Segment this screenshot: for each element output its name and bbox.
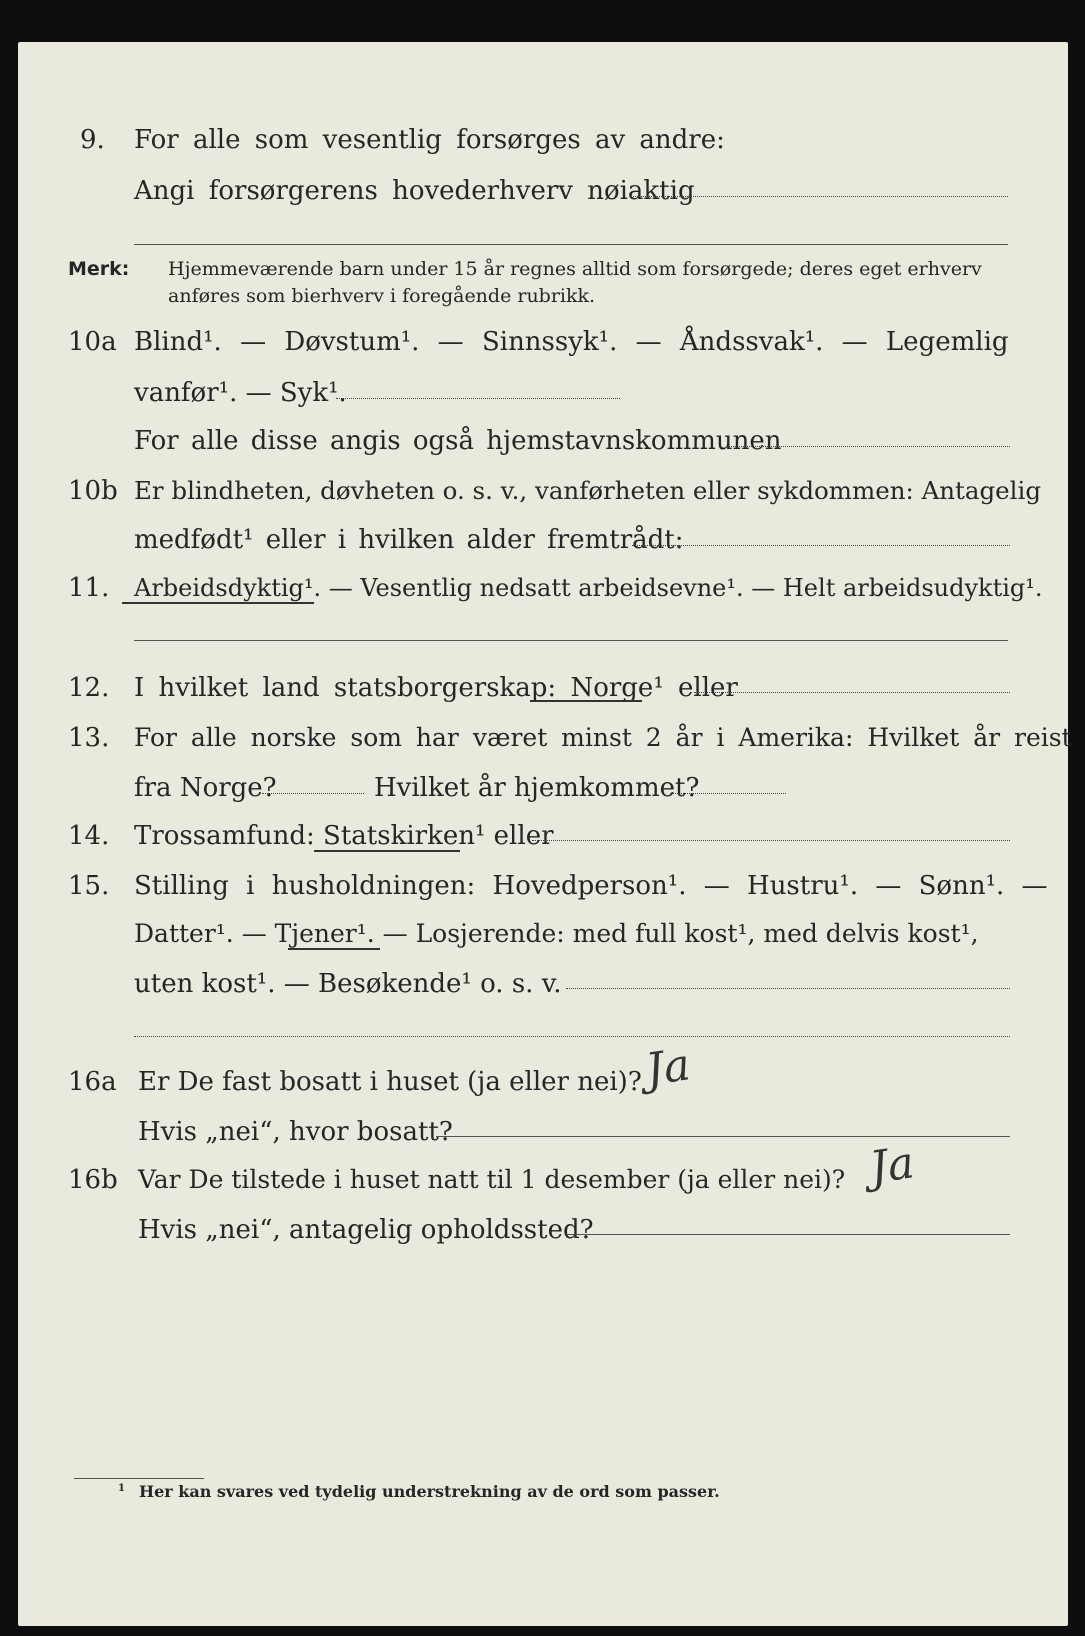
q10a-answer-line[interactable] — [336, 398, 620, 399]
q13-return-year-line[interactable] — [670, 793, 786, 794]
q16b-answer-line[interactable] — [566, 1234, 1010, 1235]
q16a-answer-line[interactable] — [436, 1136, 1010, 1137]
q15-answer-line-2[interactable] — [134, 1036, 1010, 1037]
q10a-number: 10a — [68, 327, 117, 357]
q9-line1: For alle som vesentlig forsørges av andre: — [134, 125, 725, 155]
q16b-line2: Hvis „nei“, antagelig opholdssted? — [138, 1215, 594, 1245]
q11-answer-line[interactable] — [134, 640, 1008, 641]
q14-line1: Trossamfund: Statskirken¹ eller — [134, 821, 554, 851]
merk-line1: Hjemmeværende barn under 15 år regnes alltid som forsørgede; deres eget erhverv — [168, 258, 982, 280]
q13-number: 13. — [68, 723, 110, 753]
footnote-mark: 1 — [118, 1482, 125, 1494]
q14-number: 14. — [68, 821, 110, 851]
q10b-line1: Er blindheten, døvheten o. s. v., vanførheten eller sykdommen: Antagelig — [134, 476, 1042, 505]
q12-line1: I hvilket land statsborgerskap: Norge¹ eller — [134, 673, 738, 703]
q16a-number: 16a — [68, 1067, 117, 1097]
q16a-handwritten-answer: Ja — [642, 1039, 694, 1096]
q13-left-year-line[interactable] — [262, 793, 364, 794]
q11-number: 11. — [68, 573, 110, 603]
q13-line1: For alle norske som har været minst 2 år i Amerika: Hvilket år reist — [134, 723, 1072, 752]
q10b-answer-line[interactable] — [632, 545, 1010, 546]
census-form-page — [18, 42, 1072, 1626]
q16b-number: 16b — [68, 1165, 118, 1195]
q16a-line1: Er De fast bosatt i huset (ja eller nei)? — [138, 1067, 642, 1097]
q10b-number: 10b — [68, 476, 118, 506]
q12-answer-line[interactable] — [694, 692, 1010, 693]
q11-line1: Arbeidsdyktig¹. — Vesentlig nedsatt arbeidsevne¹. — Helt arbeidsudyktig¹. — [134, 574, 1043, 602]
q10a-line1: Blind¹. — Døvstum¹. — Sinnssyk¹. — Åndssvak¹. — Legemlig — [134, 327, 1009, 357]
q13-line2a: fra Norge? — [134, 773, 277, 803]
q11-underline-mark — [122, 602, 314, 604]
q12-underline-mark — [530, 700, 642, 702]
q14-answer-line[interactable] — [532, 840, 1010, 841]
q14-underline-mark — [314, 850, 460, 852]
q9-answer-line-2[interactable] — [134, 244, 1008, 245]
q10a-line2: vanfør¹. — Syk¹. — [134, 378, 347, 408]
q15-number: 15. — [68, 871, 110, 901]
footnote-rule — [74, 1478, 204, 1479]
q13-line2b: Hvilket år hjemkommet? — [374, 773, 700, 803]
q9-answer-line[interactable] — [630, 196, 1008, 197]
q15-underline-mark — [288, 948, 380, 950]
q16a-line2: Hvis „nei“, hvor bosatt? — [138, 1117, 453, 1147]
q16b-handwritten-answer: Ja — [866, 1137, 918, 1194]
q10a-line3: For alle disse angis også hjemstavnskommunen — [134, 426, 782, 456]
q16b-line1: Var De tilstede i huset natt til 1 desember (ja eller nei)? — [138, 1165, 846, 1194]
footnote — [118, 1482, 720, 1501]
q15-line3: uten kost¹. — Besøkende¹ o. s. v. — [134, 969, 562, 999]
q15-line2: Datter¹. — Tjener¹. — Losjerende: med full kost¹, med delvis kost¹, — [134, 919, 979, 948]
q15-line1: Stilling i husholdningen: Hovedperson¹. — Hustru¹. — Sønn¹. — — [134, 871, 1048, 901]
q9-line2: Angi forsørgerens hovederhverv nøiaktig — [134, 176, 695, 206]
q12-number: 12. — [68, 673, 110, 703]
q10a-hometown-line[interactable] — [728, 446, 1010, 447]
merk-label: Merk: — [68, 258, 130, 280]
q9-number: 9. — [80, 125, 105, 155]
q15-answer-line[interactable] — [566, 988, 1010, 989]
q10b-line2: medfødt¹ eller i hvilken alder fremtrådt: — [134, 525, 684, 555]
merk-line2: anføres som bierhverv i foregående rubrikk. — [168, 285, 596, 307]
footnote-text: Her kan svares ved tydelig understrekning av de ord som passer. — [138, 1482, 720, 1501]
